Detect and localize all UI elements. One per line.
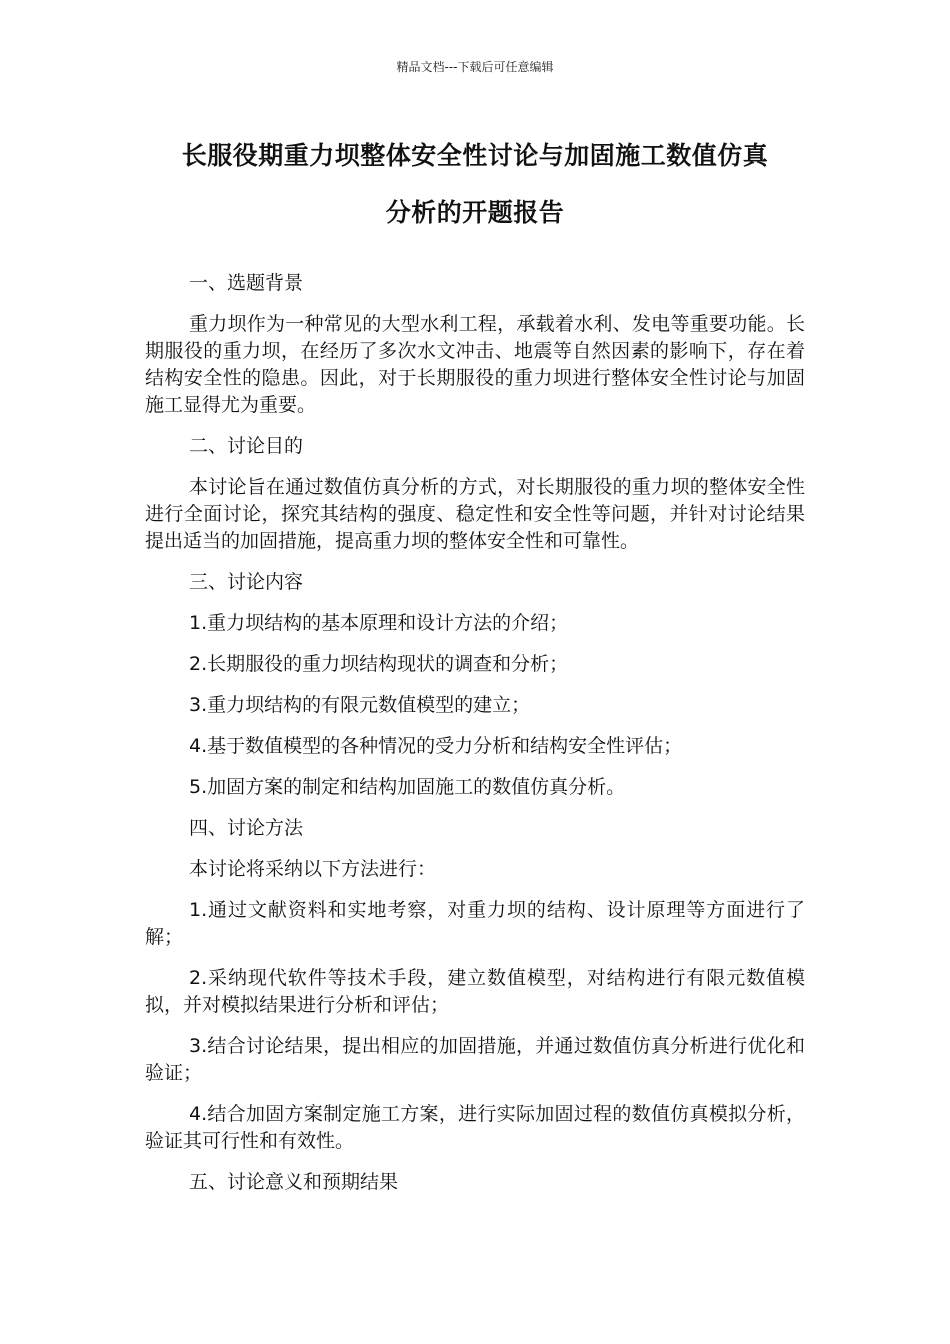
section-heading-content: 三、讨论内容 xyxy=(189,571,304,593)
method-item-2: 2.采纳现代软件等技术手段，建立数值模型，对结构进行有限元数值模拟，并对模拟结果进行分析和评估； xyxy=(145,967,805,1016)
section-heading-method: 四、讨论方法 xyxy=(189,817,304,839)
method-item-3: 3.结合讨论结果，提出相应的加固措施，并通过数值仿真分析进行优化和验证； xyxy=(145,1035,805,1084)
method-item-1: 1.通过文献资料和实地考察，对重力坝的结构、设计原理等方面进行了解； xyxy=(145,899,805,948)
paragraph-method-intro: 本讨论将采纳以下方法进行： xyxy=(189,858,437,880)
document-title xyxy=(145,127,805,241)
paragraph-purpose: 本讨论旨在通过数值仿真分析的方式，对长期服役的重力坝的整体安全性进行全面讨论，探究其结构的强度、稳定性和安全性等问题，并针对讨论结果提出适当的加固措施，提高重力坝的整体安全性和可靠性。 xyxy=(145,476,805,552)
section-heading-significance: 五、讨论意义和预期结果 xyxy=(189,1171,399,1193)
content-item-5: 5.加固方案的制定和结构加固施工的数值仿真分析。 xyxy=(189,776,626,798)
title-line-2: 分析的开题报告 xyxy=(385,198,565,227)
method-item-4: 4.结合加固方案制定施工方案，进行实际加固过程的数值仿真模拟分析，验证其可行性和有效性。 xyxy=(145,1103,805,1152)
content-item-1: 1.重力坝结构的基本原理和设计方法的介绍； xyxy=(189,612,569,634)
title-line-1: 长服役期重力坝整体安全性讨论与加固施工数值仿真 xyxy=(181,141,769,170)
content-item-4: 4.基于数值模型的各种情况的受力分析和结构安全性评估； xyxy=(189,735,683,757)
content-item-2: 2.长期服役的重力坝结构现状的调查和分析； xyxy=(189,653,569,675)
section-heading-background: 一、选题背景 xyxy=(189,272,304,294)
content-item-3: 3.重力坝结构的有限元数值模型的建立； xyxy=(189,694,531,716)
document-body xyxy=(145,270,805,1196)
page-header: 精品文档---下载后可任意编辑 xyxy=(396,60,554,74)
section-heading-purpose: 二、讨论目的 xyxy=(189,435,304,457)
paragraph-background: 重力坝作为一种常见的大型水利工程，承载着水利、发电等重要功能。长期服役的重力坝，在经历了多次水文冲击、地震等自然因素的影响下，存在着结构安全性的隐患。因此，对于长期服役的重力坝进行整体安全性讨论与加固施工显得尤为重要。 xyxy=(145,313,805,416)
